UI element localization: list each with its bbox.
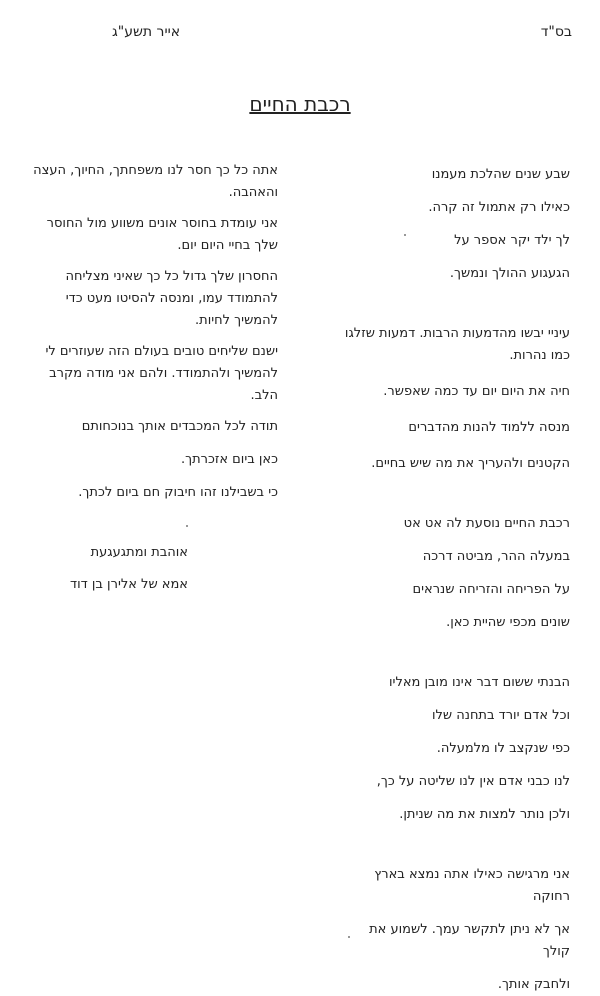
poem-line: שונים מכפי שהיית כאן. — [446, 615, 570, 630]
poem-line: ולכן נותר למצות את מה שניתן. — [399, 807, 570, 822]
signature-line-2: אמא של אלירן בן דוד — [70, 577, 188, 592]
poem-line: אך לא ניתן לתקשר עמך. לשמוע את קולך — [369, 922, 570, 959]
poem-line: לך ילד יקר אספר על — [454, 233, 570, 248]
poem-line: הקטנים ולהעריך את מה שיש בחיים. — [371, 456, 570, 471]
poem-line: ולחבק אותך. — [497, 977, 570, 992]
poem-paragraph: כי בשבילנו זהו חיבוק חם ביום לכתך. — [78, 485, 278, 500]
poem-line: כפי שנקצב לו מלמעלה. — [436, 741, 570, 756]
scan-speck — [404, 234, 406, 236]
poem-line: לנו כבני אדם אין לנו שליטה על כך, — [376, 774, 570, 789]
poem-line: מנסה ללמוד להנות מהדברים — [408, 420, 570, 435]
header-date: אייר תשע"ג — [112, 24, 181, 40]
poem-line: הגעגוע ההולך ונמשך. — [449, 266, 570, 281]
poem-paragraph: אתה כל כך חסר לנו משפחתך, החיוך, העצה והאהבה. — [33, 163, 278, 200]
header-bsd: בס"ד — [540, 24, 572, 40]
poem-line: על הפריחה והזריחה שנראים — [412, 582, 570, 597]
page-title: רכבת החיים — [249, 92, 351, 116]
poem-line: וכל אדם יורד בתחנה שלו — [431, 708, 570, 723]
poem-line: אני מרגישה כאילו אתה נמצא בארץ רחוקה — [374, 867, 570, 904]
poem-line: חיה את היום יום עד כמה שאפשר. — [383, 384, 570, 399]
poem-paragraph: ישנם שליחים טובים בעולם הזה שעוזרים לי להמשיך ולהתמודד. ולהם אני מודה מקרב הלב. — [45, 344, 278, 403]
poem-line: עיניי יבשו מהדמעות הרבות. דמעות שזלגו — [344, 326, 570, 341]
poem-line: כמו נהרות. — [509, 348, 570, 363]
poem-line: במעלה ההר, מביטה דרכה — [422, 549, 570, 564]
poem-right-column — [342, 164, 570, 996]
poem-left-column — [23, 160, 278, 513]
poem-paragraph: אני עומדת בחוסר אונים משווע מול החוסר שלך בחיי היום יום. — [46, 216, 278, 253]
poem-line: רכבת החיים נוסעת לה אט אט — [403, 516, 570, 531]
poem-line: הבנתי ששום דבר אינו מובן מאליו — [389, 675, 570, 690]
poem-line: כאילו רק אתמול זה קרה. — [428, 200, 570, 215]
poem-paragraph: כאן ביום אזכרתך. — [180, 452, 278, 467]
poem-paragraph: החסרון שלך גדול כל כך שאיני מצליחה להתמודד עמו, ומנסה להסיטו מעט כדי להמשיך לחיות. — [65, 269, 278, 328]
poem-line: שבע שנים שהלכת מעמנו — [431, 167, 570, 182]
signature-line-1: אוהבת ומתגעגעת — [90, 545, 188, 560]
scan-speck — [186, 525, 188, 527]
scan-speck — [348, 936, 350, 938]
poem-paragraph: תודה לכל המכבדים אותך בנוכחותם — [81, 419, 278, 434]
